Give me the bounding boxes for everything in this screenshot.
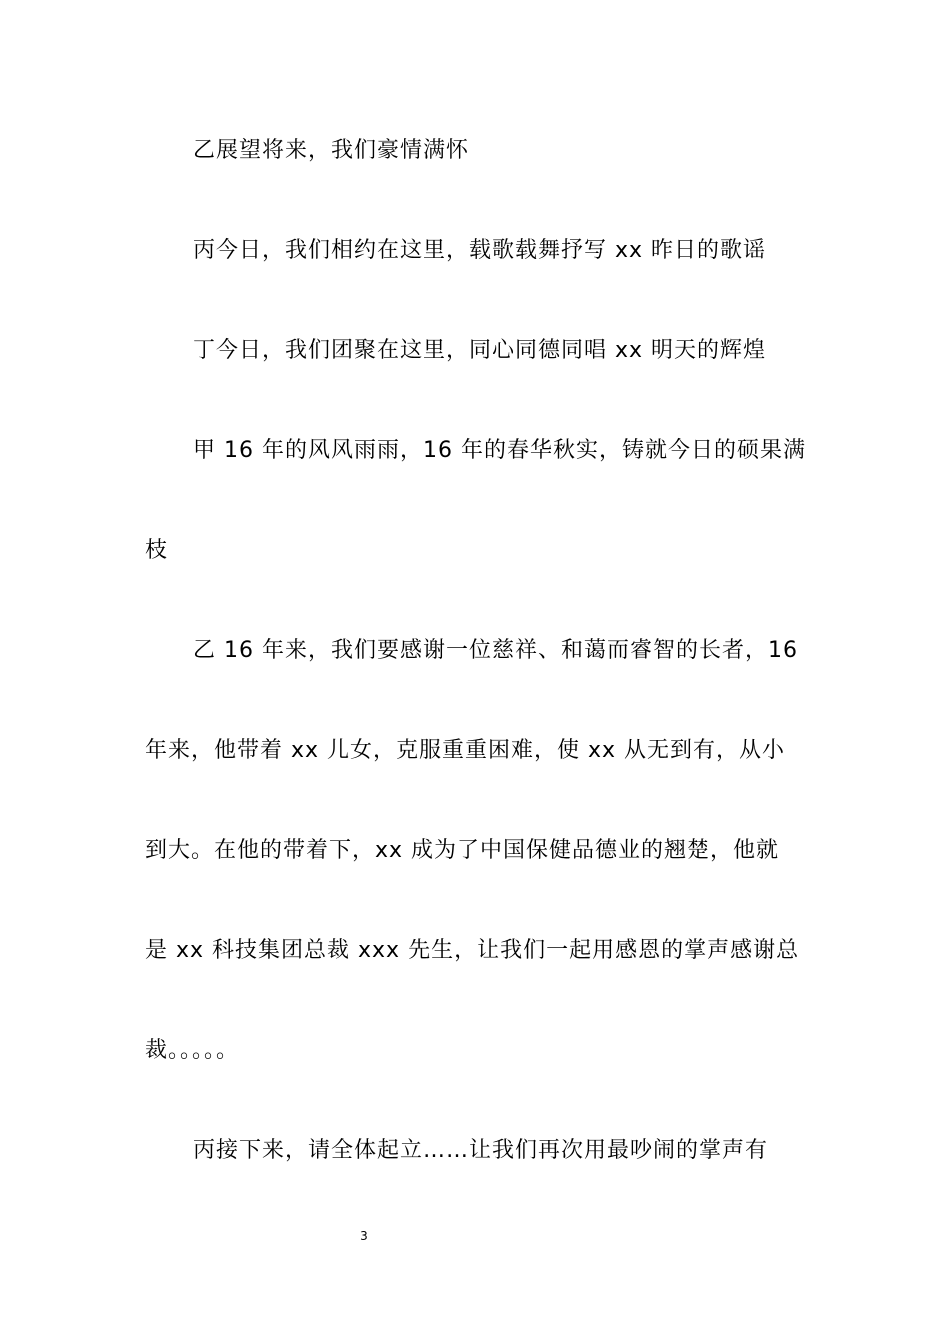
page-number: 3 xyxy=(360,1229,368,1243)
paragraph-line: 甲 16 年的风风雨雨，16 年的春华秋实，铸就今日的硕果满 xyxy=(193,438,806,463)
paragraph-line: 乙 16 年来，我们要感谢一位慈祥、和蔼而睿智的长者，16 xyxy=(193,638,798,663)
paragraph-line: 到大。在他的带着下，xx 成为了中国保健品德业的翘楚，他就 xyxy=(145,838,780,863)
paragraph-line: 丙接下来，请全体起立……让我们再次用最吵闹的掌声有 xyxy=(193,1138,769,1163)
paragraph-line: 年来，他带着 xx 儿女，克服重重困难，使 xx 从无到有，从小 xyxy=(145,738,786,763)
paragraph-line: 乙展望将来，我们豪情满怀 xyxy=(193,138,470,163)
paragraph-line: 丙今日，我们相约在这里，载歌载舞抒写 xx 昨日的歌谣 xyxy=(193,238,767,263)
paragraph-line: 是 xx 科技集团总裁 xxx 先生，让我们一起用感恩的掌声感谢总 xyxy=(145,938,800,963)
paragraph-line: 裁。。。。。 xyxy=(145,1038,240,1063)
paragraph-line: 丁今日，我们团聚在这里，同心同德同唱 xx 明天的辉煌 xyxy=(193,338,767,363)
paragraph-line: 枝 xyxy=(145,538,169,563)
